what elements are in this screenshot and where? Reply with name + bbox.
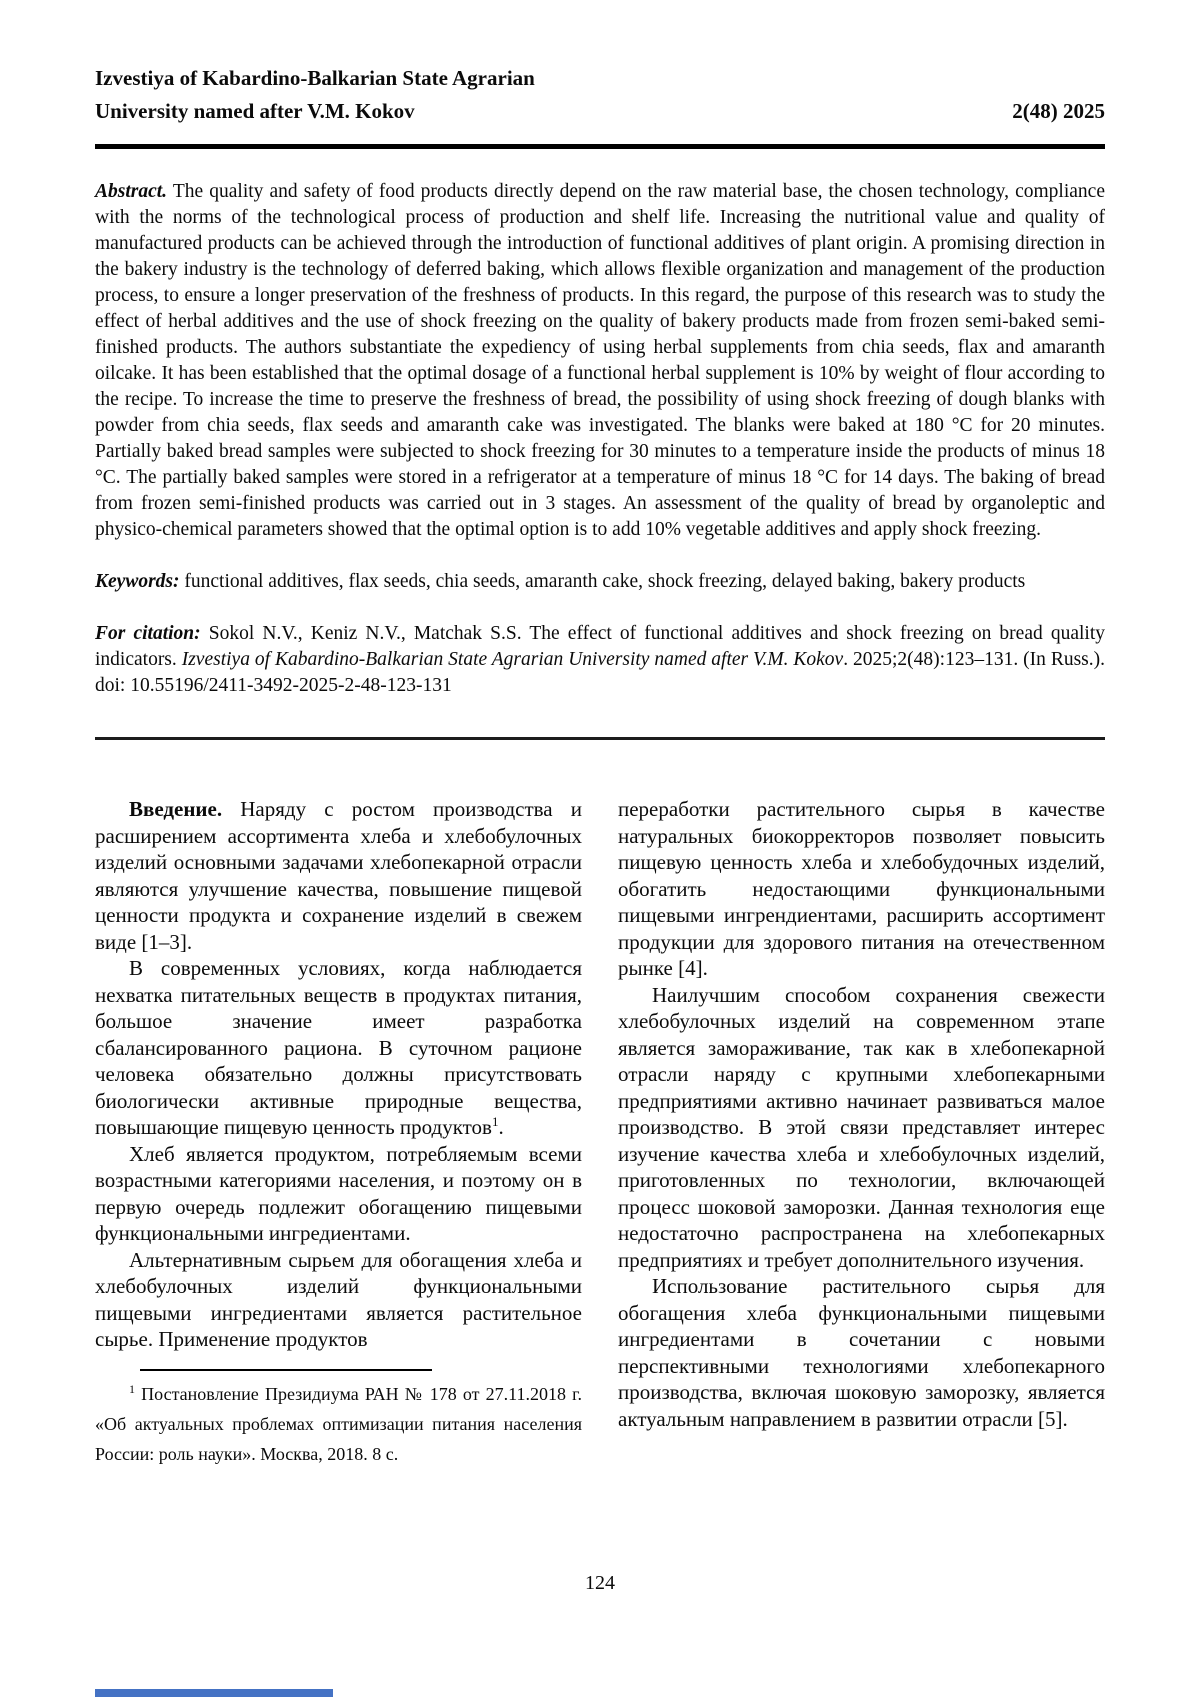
intro-paragraph	[95, 796, 582, 955]
paragraph-text-end: .	[498, 1115, 504, 1139]
body-paragraph: Хлеб является продуктом, потребляемым всеми возрастными категориями населения, и поэтому он в первую очередь подлежит обогащению пищевыми функциональными ингредиентами.	[95, 1141, 582, 1245]
journal-title-line1: Izvestiya of Kabardino-Balkarian State Agrarian	[95, 66, 535, 90]
citation-journal-name: Izvestiya of Kabardino-Balkarian State Agrarian University named after V.M. Kokov	[181, 649, 844, 670]
header-rule	[95, 144, 1105, 149]
body-columns	[95, 796, 1105, 1469]
abstract-section	[95, 179, 1105, 543]
body-paragraph: Использование растительного сырья для обогащения хлеба функциональными пищевыми ингредиентами в сочетании с новыми перспективными технологиями хлебопекарного производства, включая шоковую заморозку, является актуальным направлением в развитии отрасли [5].	[618, 1274, 1105, 1431]
keywords-section	[95, 569, 1105, 595]
footnote-separator-rule	[140, 1369, 432, 1371]
abstract-text: The quality and safety of food products directly depend on the raw material base, the chosen technology, compliance with the norms of the technological process of production and shelf life. Increasing the nutritional value and quality of manufactured products can be achieved through the introduction of functional additives of plant origin. A promising direction in the bakery industry is the technology of deferred baking, which allows flexible organization and management of the production process, to ensure a longer preservation of the freshness of products. In this regard, the purpose of this research was to study the effect of herbal additives and the use of shock freezing on the quality of bakery products made from frozen semi-baked semi-finished products. The authors substantiate the expediency of using herbal supplements from chia seeds, flax and amaranth oilcake. It has been established that the optimal dosage of a functional herbal supplement is 10% by weight of flour according to the recipe. To increase the time to preserve the freshness of bread, the possibility of using shock freezing of dough blanks with powder from chia seeds, flax seeds and amaranth cake was investigated. The blanks were baked at 180 °C for 20 minutes. Partially baked bread samples were subjected to shock freezing for 30 minutes to a temperature inside the products of minus 18 °C. The partially baked samples were stored in a refrigerator at a temperature of minus 18 °C for 14 days. The baking of bread from frozen semi-finished products was carried out in 3 stages. An assessment of the quality of bread by organoleptic and physico-chemical parameters showed that the optimal option is to add 10% vegetable additives and apply shock freezing.	[95, 181, 1105, 540]
citation-paragraph	[95, 621, 1105, 699]
section-divider-rule	[95, 737, 1105, 740]
footnote-marker: 1	[129, 1381, 135, 1396]
abstract-paragraph	[95, 179, 1105, 543]
abstract-label: Abstract.	[95, 181, 168, 202]
left-column	[95, 796, 582, 1469]
footnote-block	[95, 1369, 582, 1469]
body-paragraph-continuation: переработки растительного сырья в качестве натуральных биокорректоров позволяет повысить пищевую ценность хлеба и хлебобудочных изделий, обогатить недостающими функциональными пищевыми ингрендиентами, расширить ассортимент продукции для здорового питания на отечественном рынке [4].	[618, 797, 1105, 980]
keywords-text: functional additives, flax seeds, chia seeds, amaranth cake, shock freezing, delayed baking, bakery products	[184, 571, 1026, 592]
citation-label: For citation:	[95, 623, 201, 644]
footnote	[95, 1379, 582, 1469]
intro-text: Наряду с ростом производства и расширением ассортимента хлеба и хлебобулочных изделий основными задачами хлебопекарной отрасли являются улучшение качества, повышение пищевой ценности продукта и сохранение изделий в свежем виде [1–3].	[95, 797, 582, 954]
keywords-label: Keywords:	[95, 571, 180, 592]
footnote-text: Постановление Президиума РАН № 178 от 27.11.2018 г. «Об актуальных проблемах оптимизации питания населения России: роль науки». Москва, 2018. 8 с.	[95, 1383, 582, 1464]
citation-issue-doi: . 2025;2(48):123–131. (In Russ.). doi: 10.55196/2411-3492-2025-2-48-123-131	[95, 649, 1105, 696]
body-paragraph: Наилучшим способом сохранения свежести хлебобулочных изделий на современном этапе является замораживание, так как в хлебопекарной отрасли наряду с крупными хлебопекарными предприятиями активно начинает развиваться малое производство. В этой связи представляет интерес изучение качества хлеба и хлебобулочных изделий, приготовленных по технологии, включающей процесс шоковой заморозки. Данная технология еще недостаточно распространена на хлебопекарных предприятиях и требует дополнительного изучения.	[618, 982, 1105, 1272]
right-column	[618, 796, 1105, 1469]
citation-section	[95, 621, 1105, 699]
document-page	[95, 62, 1105, 1469]
journal-title-line2: University named after V.M. Kokov	[95, 99, 415, 123]
body-paragraph: Альтернативным сырьем для обогащения хлеба и хлебобулочных изделий функциональными пищевыми ингредиентами является растительное сырье. Применение продуктов	[95, 1247, 582, 1351]
paragraph-text: В современных условиях, когда наблюдается нехватка питательных веществ в продуктах питания, большое значение имеет разработка сбалансированного рациона. В суточном рационе человека обязательно должны присутствовать биологически активные природные вещества, повышающие пищевую ценность продуктов	[95, 956, 582, 1139]
citation-authors-title: Sokol N.V., Keniz N.V., Matchak S.S. The effect of functional additives and shock freezing on bread quality indicators.	[95, 623, 1106, 670]
keywords-paragraph	[95, 569, 1105, 595]
page-number: 124	[585, 1572, 615, 1594]
bottom-accent-bar	[95, 1689, 333, 1697]
page-header	[95, 62, 1105, 149]
body-paragraph	[95, 955, 582, 1141]
footnote-reference: 1	[491, 1114, 499, 1129]
issue-number: 2(48) 2025	[1012, 99, 1105, 123]
intro-heading: Введение.	[129, 797, 223, 821]
